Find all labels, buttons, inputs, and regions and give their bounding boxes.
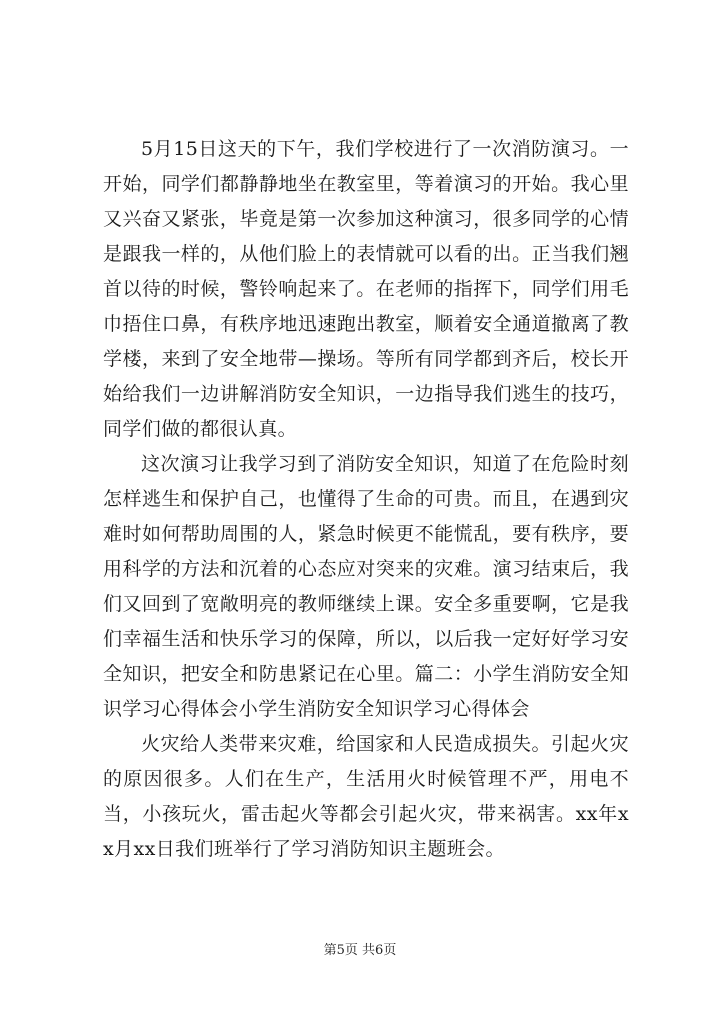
- paragraph-fire-causes: 火灾给人类带来灾难，给国家和人民造成损失。引起火灾的原因很多。人们在生产，生活用火时候管理不严，用电不当，小孩玩火，雷击起火等都会引起火灾，带来祸害。xx年xx月xx日我们班举行了学习消防知识主题班会。: [103, 733, 629, 860]
- paragraph-drill-reflection: 这次演习让我学习到了消防安全知识，知道了在危险时刻怎样逃生和保护自己，也懂得了生命的可贵。而且，在遇到灾难时如何帮助周围的人，紧急时候更不能慌乱，要有秩序，要用科学的方法和沉着的心态应对突来的灾难。演习结束后，我们又回到了宽敞明亮的教师继续上课。安全多重要啊，它是我们幸福生活和快乐学习的保障，所以，以后我一定好好学习安全知识，把安全和防患紧记在心里。篇二：小学生消防安全知识学习心得体会小学生消防安全知识学习心得体会: [103, 453, 629, 720]
- paragraph-fire-drill: 5月15日这天的下午，我们学校进行了一次消防演习。一开始，同学们都静静地坐在教室里，等着演习的开始。我心里又兴奋又紧张，毕竟是第一次参加这种演习，很多同学的心情是跟我一样的，从他们脸上的表情就可以看的出。正当我们翘首以待的时候，警铃响起来了。在老师的指挥下，同学们用毛巾捂住口鼻，有秩序地迅速跑出教室，顺着安全通道撤离了教学楼，来到了安全地带—操场。等所有同学都到齐后，校长开始给我们一边讲解消防安全知识，一边指导我们逃生的技巧，同学们做的都很认真。: [103, 138, 629, 440]
- document-body: [103, 132, 629, 867]
- page-number-footer: 第5页 共6页: [323, 943, 397, 958]
